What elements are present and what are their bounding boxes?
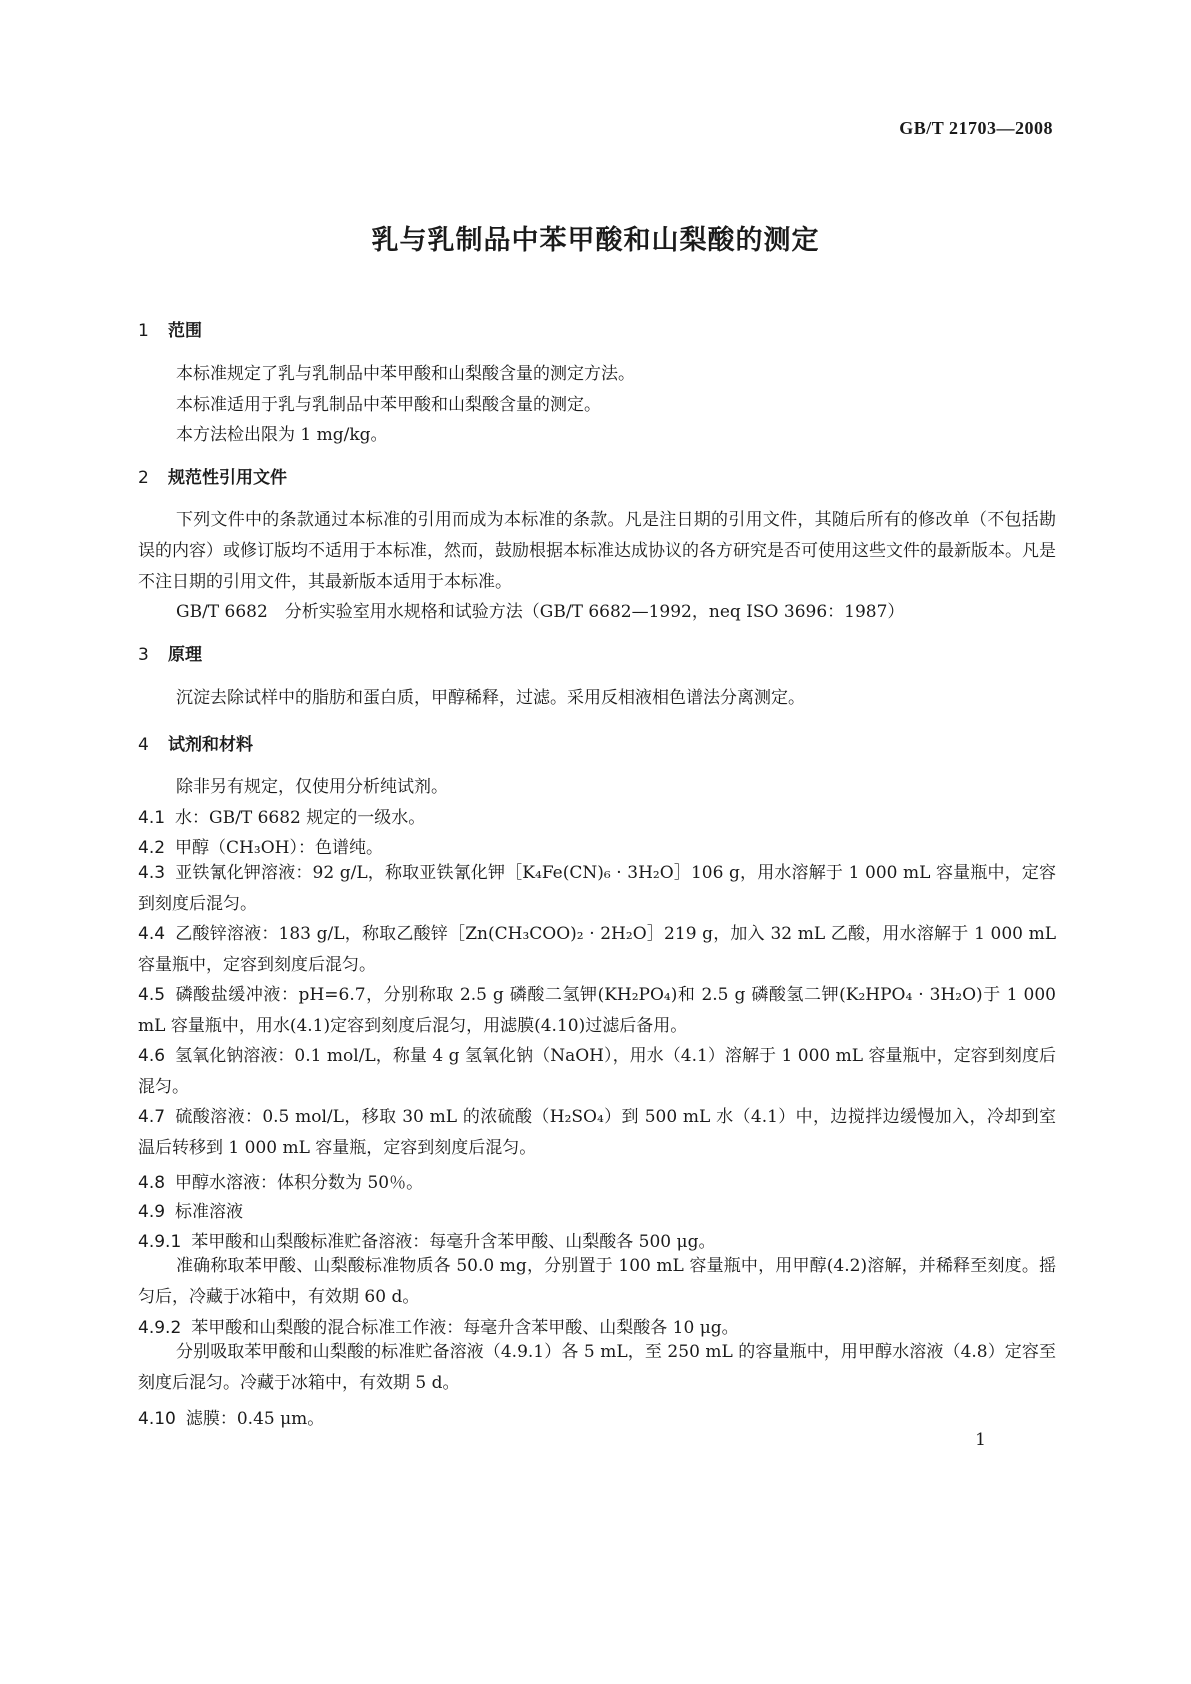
clause-text: 苯甲酸和山梨酸的混合标准工作液：每毫升含苯甲酸、山梨酸各 10 μg。 [191, 1318, 739, 1338]
section-number: 4 [138, 735, 149, 755]
clause-4-7 [138, 1102, 1056, 1164]
clause-number: 4.9 [138, 1202, 166, 1222]
clause-number: 4.2 [138, 838, 166, 858]
clause-text: 磷酸盐缓冲液：pH=6.7，分别称取 2.5 g 磷酸二氢钾(KH₂PO₄)和 2.5 g 磷酸氢二钾(K₂HPO₄ · 3H₂O)于 1 000 mL 容量瓶中，用水(4.1)定容到刻度后混匀，用滤膜(4.10)过滤后备用。 [138, 985, 1056, 1036]
clause-text: 滤膜：0.45 μm。 [185, 1409, 325, 1429]
standard-number: GB/T 21703—2008 [899, 118, 1053, 138]
clause-4-4 [138, 919, 1056, 981]
clause-4-3 [138, 858, 1056, 920]
clause-text: 乙酸锌溶液：183 g/L，称取乙酸锌［Zn(CH₃COO)₂ · 2H₂O］219 g，加入 32 mL 乙酸，用水溶解于 1 000 mL 容量瓶中，定容到刻度后混匀。 [138, 924, 1056, 975]
clause-4-8 [138, 1168, 423, 1193]
paragraph: 除非另有规定，仅使用分析纯试剂。 [176, 777, 448, 797]
page-number: 1 [975, 1430, 986, 1450]
clause-text: 氢氧化钠溶液：0.1 mol/L，称量 4 g 氢氧化钠（NaOH），用水（4.1）溶解于 1 000 mL 容量瓶中，定容到刻度后混匀。 [138, 1046, 1056, 1097]
clause-4-1 [138, 803, 425, 828]
clause-4-9-2 [138, 1313, 739, 1338]
clause-number: 4.10 [138, 1409, 176, 1429]
clause-number: 4.5 [138, 985, 166, 1005]
section-2-heading [138, 463, 287, 488]
clause-text: 甲醇（CH₃OH）：色谱纯。 [175, 838, 383, 858]
clause-text: 标准溶液 [175, 1202, 244, 1222]
section-4-heading [138, 730, 253, 755]
clause-number: 4.9.1 [138, 1232, 182, 1252]
clause-text: 硫酸溶液：0.5 mol/L，移取 30 mL 的浓硫酸（H₂SO₄）到 500 mL 水（4.1）中，边搅拌边缓慢加入，冷却到室温后转移到 1 000 mL 容量瓶，定容到刻度后混匀。 [138, 1107, 1056, 1158]
section-title: 原理 [168, 645, 202, 665]
clause-text: 亚铁氰化钾溶液：92 g/L，称取亚铁氰化钾［K₄Fe(CN)₆ · 3H₂O］106 g，用水溶解于 1 000 mL 容量瓶中，定容到刻度后混匀。 [138, 863, 1056, 914]
clause-number: 4.6 [138, 1046, 166, 1066]
clause-4-9-1 [138, 1227, 715, 1252]
normative-reference: GB/T 6682 分析实验室用水规格和试验方法（GB/T 6682—1992，neq ISO 3696：1987） [176, 602, 905, 622]
paragraph: 沉淀去除试样中的脂肪和蛋白质，甲醇稀释，过滤。采用反相液相色谱法分离测定。 [176, 688, 805, 708]
paragraph: 准确称取苯甲酸、山梨酸标准物质各 50.0 mg，分别置于 100 mL 容量瓶中，用甲醇(4.2)溶解，并稀释至刻度。摇匀后，冷藏于冰箱中，有效期 60 d。 [138, 1256, 1056, 1307]
clause-text: 甲醇水溶液：体积分数为 50％。 [175, 1173, 424, 1193]
paragraph: 本方法检出限为 1 mg/kg。 [176, 425, 388, 445]
section-title: 试剂和材料 [168, 735, 253, 755]
paragraph: 本标准适用于乳与乳制品中苯甲酸和山梨酸含量的测定。 [176, 395, 601, 415]
clause-number: 4.1 [138, 808, 166, 828]
section-title: 规范性引用文件 [168, 468, 287, 488]
clause-text: 苯甲酸和山梨酸标准贮备溶液：每毫升含苯甲酸、山梨酸各 500 μg。 [191, 1232, 716, 1252]
section-number: 2 [138, 468, 149, 488]
clause-number: 4.8 [138, 1173, 166, 1193]
clause-number: 4.9.2 [138, 1318, 182, 1338]
clause-number: 4.3 [138, 863, 166, 883]
clause-4-5 [138, 980, 1056, 1042]
paragraph: 本标准规定了乳与乳制品中苯甲酸和山梨酸含量的测定方法。 [176, 364, 635, 384]
clause-4-10 [138, 1404, 324, 1429]
section-title: 范围 [168, 321, 202, 341]
section-3-heading [138, 640, 202, 665]
section-1-heading [138, 316, 202, 341]
clause-text: 水：GB/T 6682 规定的一级水。 [175, 808, 426, 828]
paragraph: 分别吸取苯甲酸和山梨酸的标准贮备溶液（4.9.1）各 5 mL，至 250 mL 的容量瓶中，用甲醇水溶液（4.8）定容至刻度后混匀。冷藏于冰箱中，有效期 5 d。 [138, 1342, 1056, 1393]
clause-number: 4.4 [138, 924, 166, 944]
paragraph: 下列文件中的条款通过本标准的引用而成为本标准的条款。凡是注日期的引用文件，其随后所有的修改单（不包括勘误的内容）或修订版均不适用于本标准，然而，鼓励根据本标准达成协议的各方研究是否可使用这些文件的最新版本。凡是不注日期的引用文件，其最新版本适用于本标准。 [138, 510, 1056, 592]
clause-4-6 [138, 1041, 1056, 1103]
section-number: 3 [138, 645, 149, 665]
clause-4-9 [138, 1197, 243, 1222]
clause-number: 4.7 [138, 1107, 166, 1127]
section-number: 1 [138, 321, 149, 341]
clause-4-2 [138, 833, 383, 858]
document-title: 乳与乳制品中苯甲酸和山梨酸的测定 [371, 225, 820, 256]
